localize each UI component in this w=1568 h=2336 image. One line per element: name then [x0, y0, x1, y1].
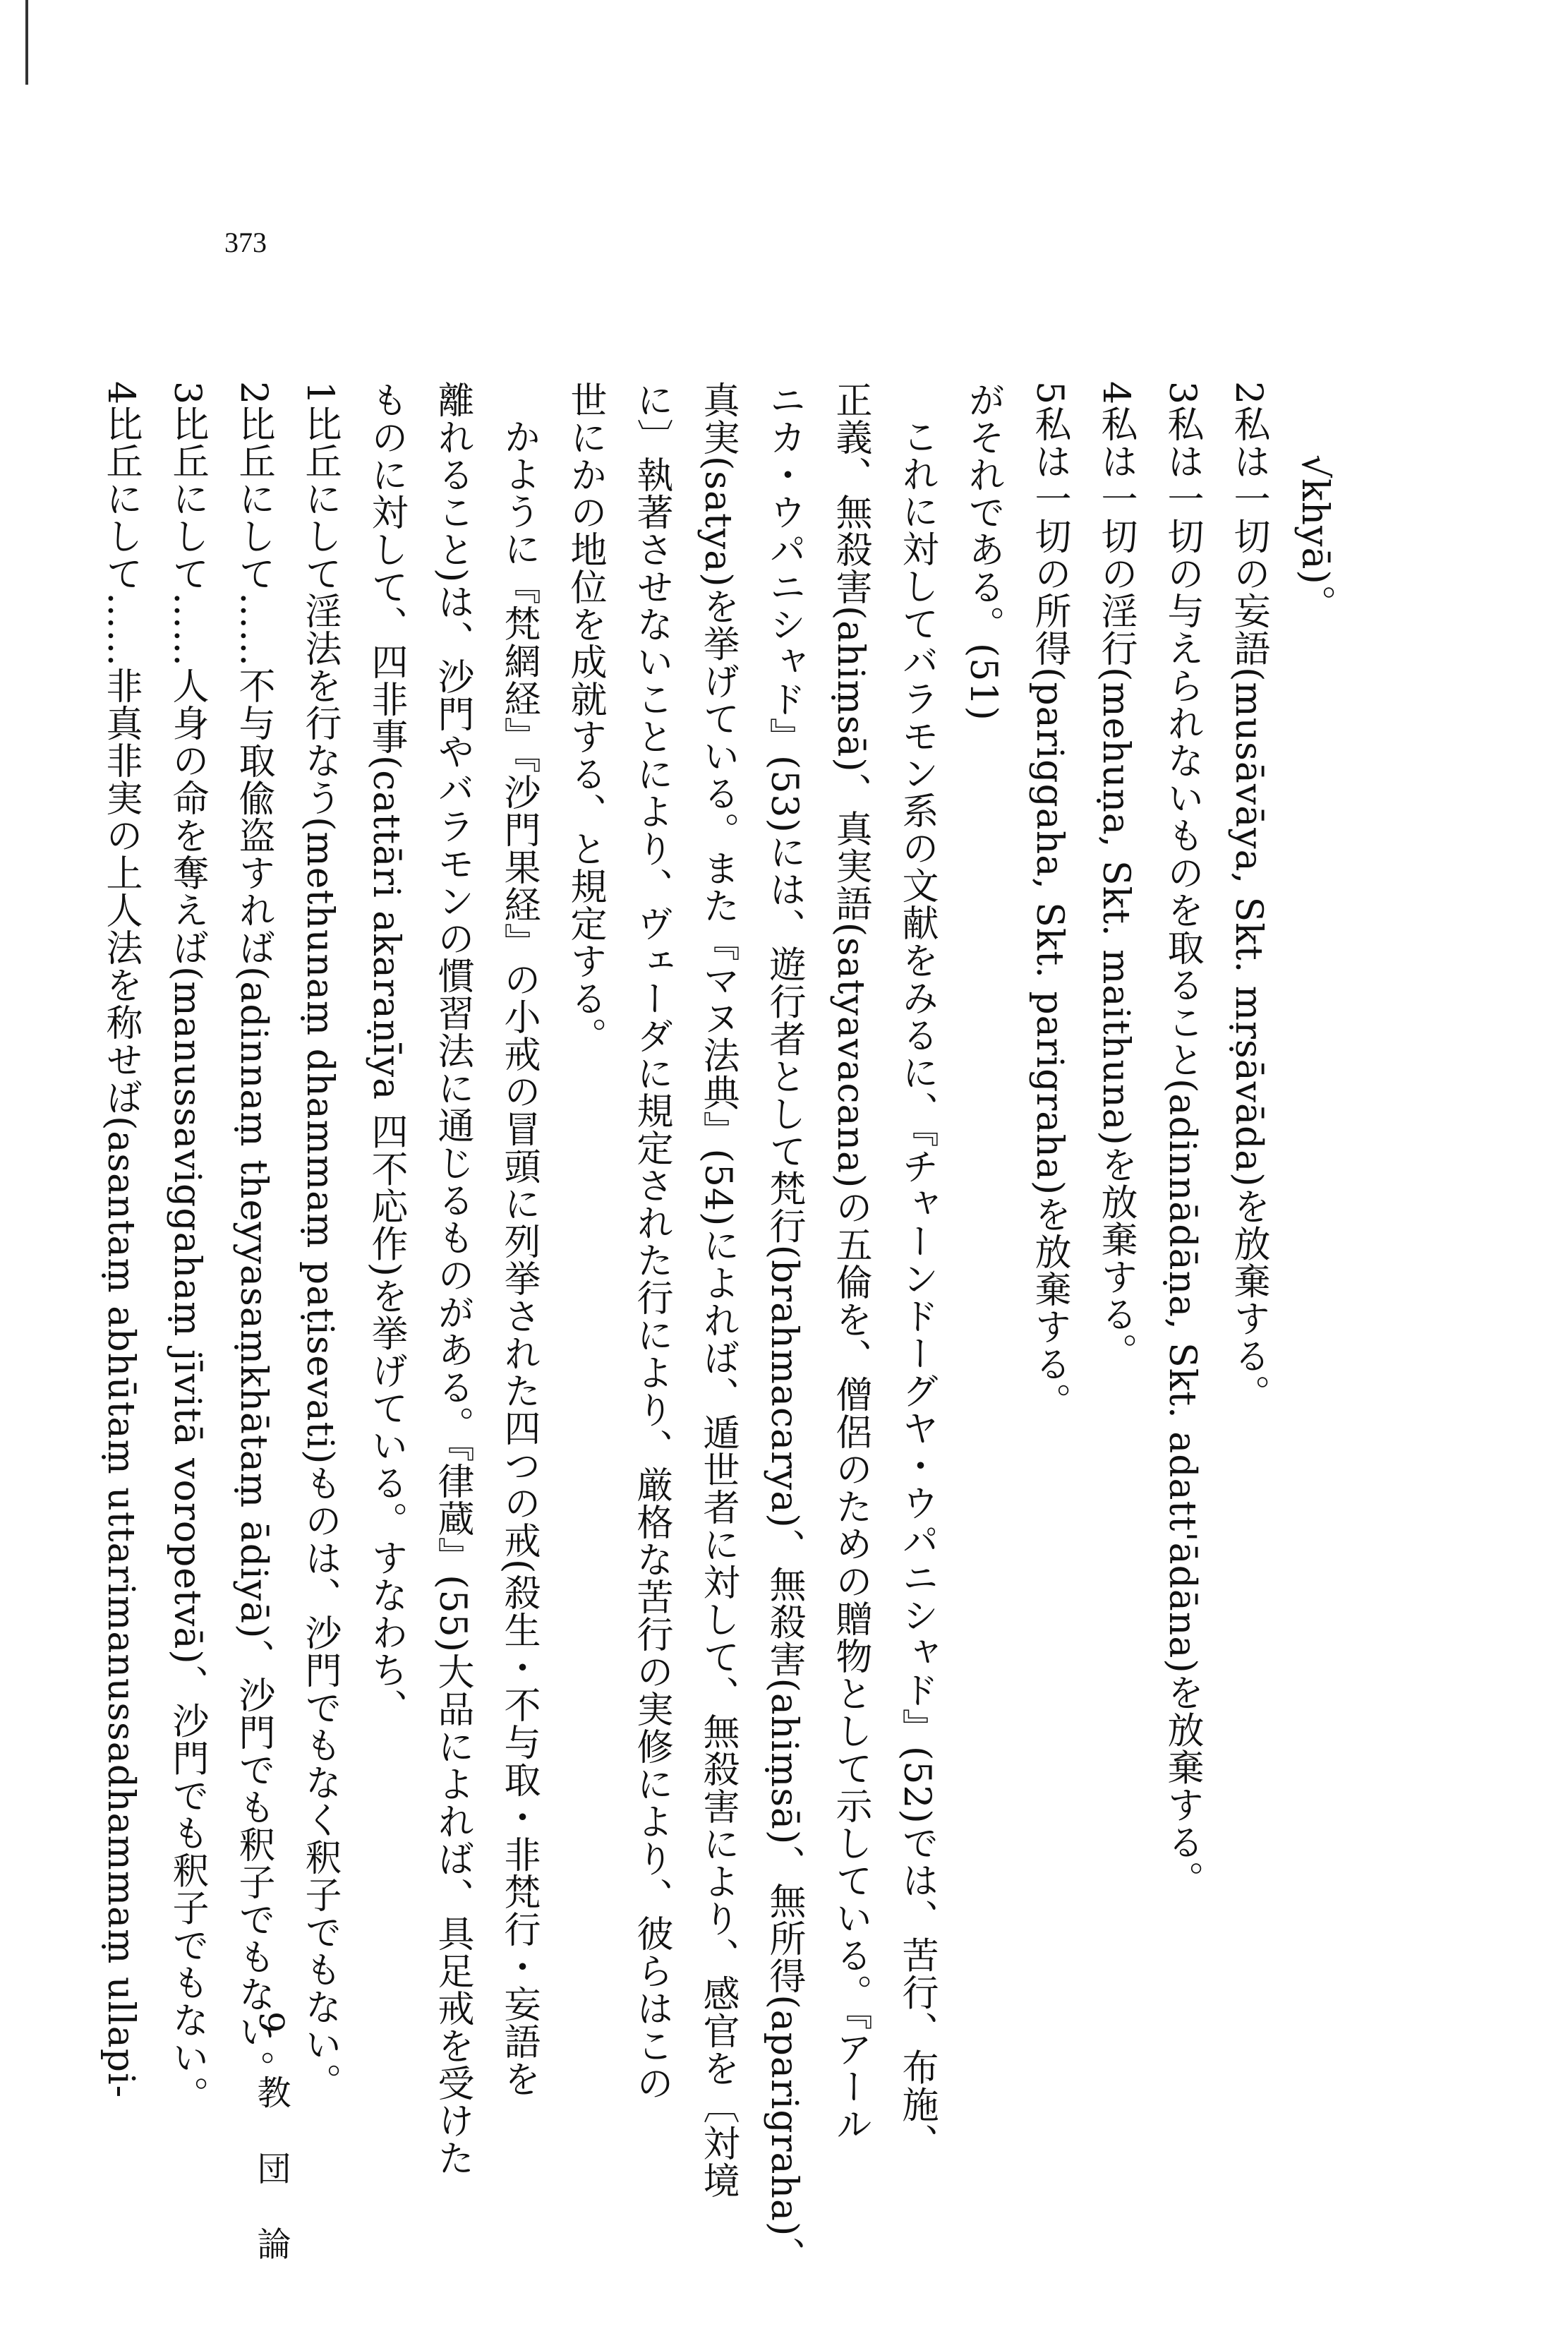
line-text: √khyā)。 — [1293, 454, 1336, 622]
line-text: 私は一切の与えられないものを取ること(adinnādāṇa, Skt. adatt'ādāna)を放棄する。 — [1161, 405, 1203, 1898]
text-line — [88, 381, 154, 2099]
text-line — [486, 381, 552, 2098]
scan-edge-mark — [25, 0, 28, 85]
text-line — [220, 381, 287, 2088]
line-text: に〕執著させないことにより、ヴェーダに規定された行により、厳格な苦行の実修により、彼らはこの — [630, 381, 673, 2102]
text-line — [287, 381, 353, 2101]
line-number: 4 — [1094, 381, 1137, 406]
text-line — [1281, 381, 1348, 1983]
line-text: 正義、無殺害(ahiṃsā)、真実語(satyavacana)の五倫を、僧侶のための贈物として示している。『アール — [829, 381, 872, 2143]
text-line — [950, 381, 1016, 1983]
line-number: 3 — [1161, 381, 1203, 406]
text-line — [1215, 381, 1281, 1983]
text-line — [419, 381, 486, 2177]
line-text: 比丘にして……人身の命を奪えば(manussaviggahaṃ jīvitā voropetvā)、沙門でも釈子でもない。 — [166, 405, 208, 2114]
running-footer: 9 教 団 論 — [251, 2011, 291, 2276]
line-number: 3 — [166, 381, 208, 406]
text-line — [685, 381, 751, 2200]
line-text: 比丘にして淫法を行なう(methunaṃ dhammaṃ paṭisevati)ものは、沙門でもなく釈子でもない。 — [298, 405, 341, 2101]
line-text: 真実(satya)を挙げている。また『マヌ法典』(54)によれば、遁世者に対して、無殺害により、感官を〔対境 — [696, 381, 739, 2200]
line-text: これに対してバラモン系の文献をみるに、『チャーンドーグヤ・ウパニシャド』(52)では、苦行、布施、 — [895, 418, 938, 2161]
line-text: がそれである。(51) — [962, 381, 1004, 721]
text-line — [1082, 381, 1149, 1983]
line-text: 私は一切の妄語(musāvāya, Skt. mṛṣāvāda)を放棄する。 — [1227, 405, 1270, 1412]
text-line — [1149, 381, 1215, 1983]
line-text: 比丘にして……非真非実の上人法を称せば(asantaṃ abhūtaṃ uttarimanussadhammaṃ ullapi- — [99, 405, 142, 2099]
line-text: 私は一切の所得(pariggaha, Skt. parigraha)を放棄する。 — [1028, 405, 1071, 1421]
line-text: 私は一切の淫行(mehuṇa, Skt. maithuna)を放棄する。 — [1094, 405, 1137, 1371]
line-text: 世にかの地位を成就する、と規定する。 — [564, 381, 606, 1054]
line-number: 1 — [298, 381, 341, 406]
text-line — [883, 381, 950, 2161]
line-number: 4 — [99, 381, 142, 406]
text-line — [552, 381, 618, 1983]
line-text: 離れること)は、沙門やバラモンの慣習法に通じるものがある。『律蔵』(55)大品によれば、具足戒を受けた — [431, 381, 474, 2177]
text-line — [618, 381, 685, 2102]
page-number: 373 — [224, 227, 267, 258]
line-number: 2 — [1227, 381, 1270, 406]
line-text: ニカ・ウパニシャド』(53)には、遊行者として梵行(brahmacarya)、無殺害(ahiṃsā)、無所得(aparigraha)、 — [763, 381, 805, 2275]
line-number: 5 — [1028, 381, 1071, 406]
line-text: ものに対して、四非事(cattāri akaraṇīya 四不応作)を挙げている。すなわち、 — [365, 381, 407, 1726]
text-line — [353, 381, 419, 1983]
line-text: かように『梵網経』『沙門果経』の小戒の冒頭に列挙された四つの戒(殺生・不与取・非梵行・妄語を — [497, 418, 540, 2098]
text-line — [751, 381, 817, 2275]
line-number: 2 — [232, 381, 275, 406]
text-line — [1016, 381, 1082, 1983]
line-text: 比丘にして……不与取偸盗すれば(adinnaṃ theyyasaṃkhātaṃ ādiyā)、沙門でも釈子でもない。 — [232, 405, 275, 2088]
text-line — [154, 381, 220, 2114]
text-line — [817, 381, 883, 2143]
